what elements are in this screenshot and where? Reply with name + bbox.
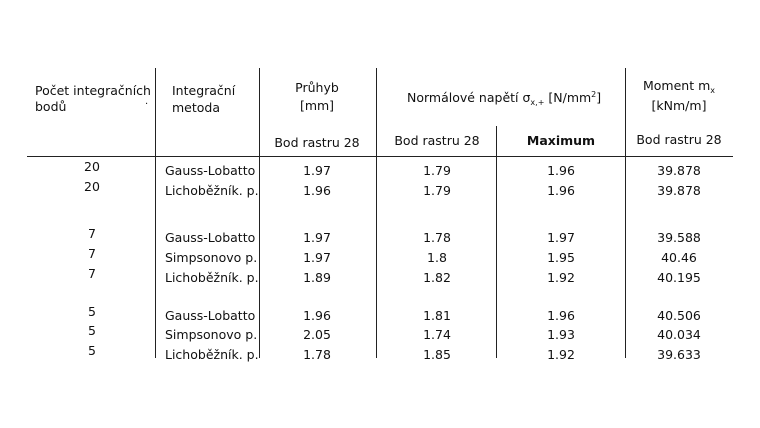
cell-moment: 40.46 xyxy=(661,250,697,265)
cell-stress: 1.79 xyxy=(423,163,451,178)
cell-max: 1.96 xyxy=(547,183,575,198)
cell-stress: 1.8 xyxy=(427,250,447,265)
divider-col4 xyxy=(496,126,497,358)
cell-moment: 39.588 xyxy=(657,230,701,245)
cell-method: Gauss-Lobatto xyxy=(165,308,256,323)
cell-moment: 39.878 xyxy=(657,183,701,198)
cell-deflection: 1.97 xyxy=(303,250,331,265)
header-method-line1: Integrační xyxy=(172,83,236,98)
header-moment-line1: Moment $m_x$ xyxy=(642,78,716,95)
cell-points: 5 xyxy=(88,304,96,319)
cell-deflection: 1.97 xyxy=(303,163,331,178)
cell-points: 7 xyxy=(88,226,96,241)
cell-deflection: 1.96 xyxy=(303,183,331,198)
cell-points: 7 xyxy=(88,266,96,281)
header-stress: Normálové napětí $\sigma_{x,+}$ $[N/mm^2]$ xyxy=(407,90,602,107)
cell-max: 1.97 xyxy=(547,230,575,245)
cell-max: 1.93 xyxy=(547,327,575,342)
subheader-moment: Bod rastru 28 xyxy=(636,132,722,147)
cell-points: 20 xyxy=(84,179,100,194)
divider-col1 xyxy=(155,68,156,358)
subheader-stress-point: Bod rastru 28 xyxy=(394,133,480,148)
cell-method: Simpsonovo p. xyxy=(165,250,258,265)
cell-method: Lichoběžník. p. xyxy=(165,347,259,362)
header-points-line1: Počet integračních xyxy=(35,83,151,98)
cell-max: 1.96 xyxy=(547,163,575,178)
header-method-line2: metoda xyxy=(172,100,221,115)
cell-stress: 1.79 xyxy=(423,183,451,198)
cell-deflection: 1.78 xyxy=(303,347,331,362)
divider-col2 xyxy=(259,68,260,358)
cell-max: 1.96 xyxy=(547,308,575,323)
cell-moment: 40.506 xyxy=(657,308,701,323)
cell-deflection: 1.96 xyxy=(303,308,331,323)
subheader-deflection: Bod rastru 28 xyxy=(274,135,360,150)
cell-points: 5 xyxy=(88,343,96,358)
cell-points: 5 xyxy=(88,323,96,338)
cell-deflection: 1.97 xyxy=(303,230,331,245)
cell-moment: 40.034 xyxy=(657,327,701,342)
cell-method: Gauss-Lobatto xyxy=(165,163,256,178)
cell-max: 1.92 xyxy=(547,347,575,362)
divider-col3 xyxy=(376,68,377,358)
cell-method: Gauss-Lobatto xyxy=(165,230,256,245)
header-deflection-line2: [mm] xyxy=(299,98,335,113)
header-rule xyxy=(27,156,733,157)
cell-method: Lichoběžník. p. xyxy=(165,183,259,198)
cell-stress: 1.74 xyxy=(423,327,451,342)
header-deflection-line1: Průhyb xyxy=(295,80,339,95)
cell-stress: 1.78 xyxy=(423,230,451,245)
cell-max: 1.92 xyxy=(547,270,575,285)
cell-points: 20 xyxy=(84,159,100,174)
cell-moment: 40.195 xyxy=(657,270,701,285)
cell-points: 7 xyxy=(88,246,96,261)
cell-moment: 39.633 xyxy=(657,347,701,362)
subheader-stress-max: Maximum xyxy=(526,133,596,148)
cell-stress: 1.85 xyxy=(423,347,451,362)
cell-max: 1.95 xyxy=(547,250,575,265)
divider-col5 xyxy=(625,68,626,358)
cell-moment: 39.878 xyxy=(657,163,701,178)
cell-method: Lichoběžník. p. xyxy=(165,270,259,285)
header-moment-line2: [kNm/m] xyxy=(651,98,707,113)
header-points-mark: · xyxy=(145,99,149,110)
cell-stress: 1.81 xyxy=(423,308,451,323)
cell-deflection: 1.89 xyxy=(303,270,331,285)
cell-stress: 1.82 xyxy=(423,270,451,285)
cell-method: Simpsonovo p. xyxy=(165,327,258,342)
header-points-line2: bodů xyxy=(35,99,67,114)
cell-deflection: 2.05 xyxy=(303,327,331,342)
